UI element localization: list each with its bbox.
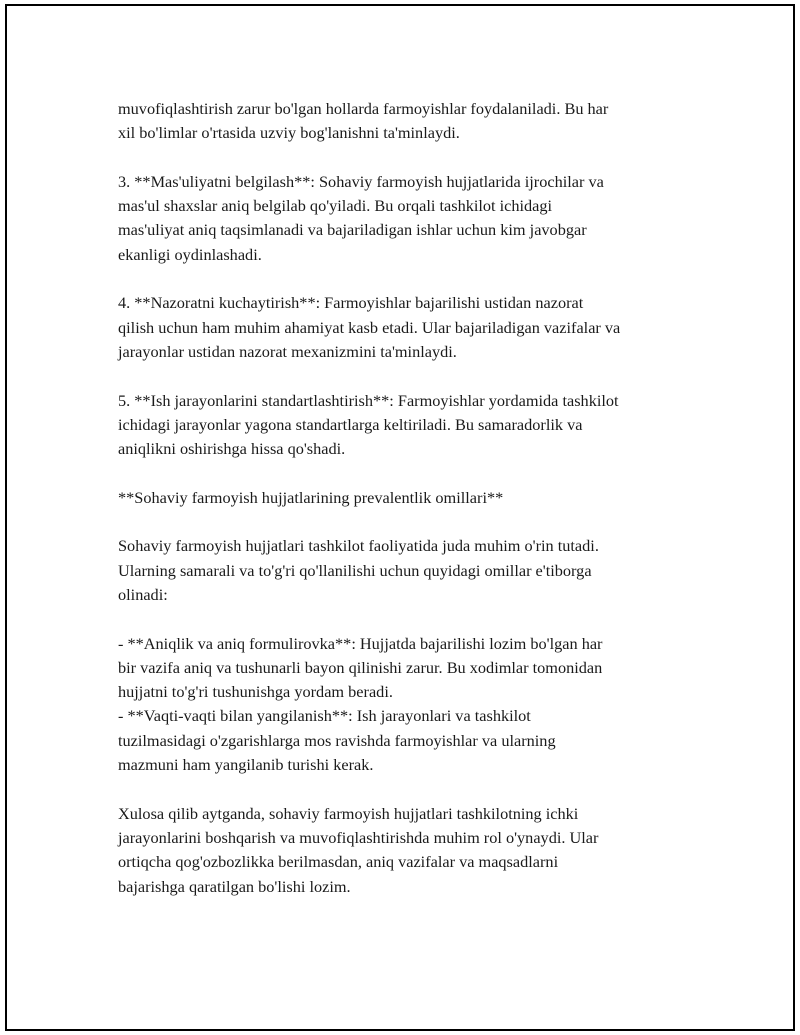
text-line: muvofiqlashtirish zarur bo'lgan hollarda farmoyishlar foydalaniladi. Bu har bbox=[118, 99, 609, 118]
list-item-line: bir vazifa aniq va tushunarli bayon qilinishi zarur. Bu xodimlar tomonidan bbox=[118, 657, 603, 677]
list-item-line: tuzilmasidagi o'zgarishlarga mos ravishda farmoyishlar va ularning bbox=[118, 730, 556, 750]
paragraph-conclusion bbox=[118, 802, 708, 899]
text-line: Ularning samarali va to'g'ri qo'llanilishi uchun quyidagi omillar e'tiborga bbox=[118, 560, 592, 580]
text-line: Sohaviy farmoyish hujjatlari tashkilot faoliyatida juda muhim o'rin tutadi. bbox=[118, 536, 599, 556]
list-item-line: - **Aniqlik va aniq formulirovka**: Hujjatda bajarilishi lozim bo'lgan har bbox=[118, 633, 603, 653]
list-item-line: hujjatni to'g'ri tushunishga yordam beradi. bbox=[118, 682, 393, 702]
text-line: 4. **Nazoratni kuchaytirish**: Farmoyishlar bajarilishi ustidan nazorat bbox=[118, 293, 584, 313]
text-line: qilish uchun ham muhim ahamiyat kasb etadi. Ular bajariladigan vazifalar va bbox=[118, 317, 621, 337]
list-item-line: - **Vaqti-vaqti bilan yangilanish**: Ish jarayonlari va tashkilot bbox=[118, 706, 531, 726]
text-line: 5. **Ish jarayonlarini standartlashtirish**: Farmoyishlar yordamida tashkilot bbox=[118, 390, 619, 410]
text-line: olinadi: bbox=[118, 584, 168, 604]
text-line: jarayonlarini boshqarish va muvofiqlashtirishda muhim rol o'ynaydi. Ular bbox=[118, 827, 599, 847]
text-line: ichidagi jarayonlar yagona standartlarga keltiriladi. Bu samaradorlik va bbox=[118, 414, 583, 434]
paragraph-standardization bbox=[118, 389, 708, 462]
text-line: mas'ul shaxslar aniq belgilab qo'yiladi. Bu orqali tashkilot ichidagi bbox=[118, 196, 553, 216]
heading-line: **Sohaviy farmoyish hujjatlarining prevalentlik omillari** bbox=[118, 487, 504, 507]
text-line: Xulosa qilib aytganda, sohaviy farmoyish hujjatlari tashkilotning ichki bbox=[118, 803, 579, 823]
text-line: mas'uliyat aniq taqsimlanadi va bajariladigan ishlar uchun kim javobgar bbox=[118, 220, 587, 240]
text-line: xil bo'limlar o'rtasida uzviy bog'lanishni ta'minlaydi. bbox=[118, 123, 460, 143]
paragraph-responsibility bbox=[118, 170, 708, 267]
text-line: bajarishga qaratilgan bo'lishi lozim. bbox=[118, 876, 351, 896]
document-page bbox=[5, 4, 795, 1031]
paragraph-control bbox=[118, 291, 708, 364]
list-item-line: mazmuni ham yangilanib turishi kerak. bbox=[118, 755, 374, 775]
section-heading bbox=[118, 486, 708, 510]
text-line: 3. **Mas'uliyatni belgilash**: Sohaviy farmoyish hujjatlarida ijrochilar va bbox=[118, 171, 604, 191]
text-line: jarayonlar ustidan nazorat mexanizmini ta'minlaydi. bbox=[118, 341, 457, 361]
text-line: ekanligi oydinlashadi. bbox=[118, 244, 262, 264]
text-line: ortiqcha qog'ozbozlikka berilmasdan, aniq vazifalar va maqsadlarni bbox=[118, 852, 559, 872]
document-body bbox=[118, 97, 708, 899]
paragraph-coordination bbox=[118, 97, 708, 146]
paragraph-intro bbox=[118, 534, 708, 607]
bullet-list bbox=[118, 632, 708, 778]
text-line: aniqlikni oshirishga hissa qo'shadi. bbox=[118, 439, 346, 459]
